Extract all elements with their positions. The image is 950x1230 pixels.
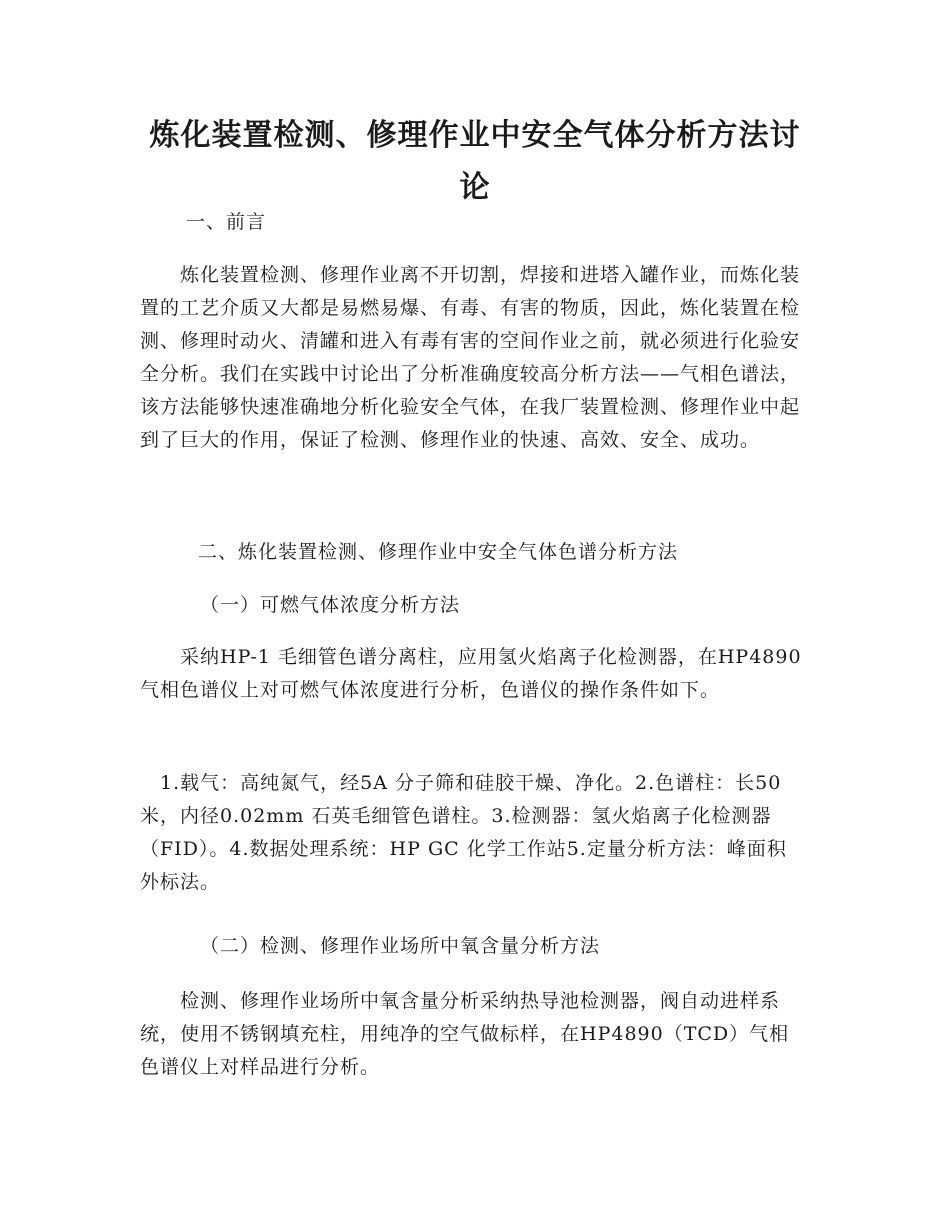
section-heading-methods: 二、炼化装置检测、修理作业中安全气体色谱分析方法 — [198, 541, 679, 563]
subsection-heading-oxygen-content: （二）检测、修理作业场所中氧含量分析方法 — [200, 935, 601, 957]
preface-paragraph: 炼化装置检测、修理作业离不开切割，焊接和进塔入罐作业，而炼化装置的工艺介质又大都是易燃易爆、有毒、有害的物质，因此，炼化装置在检测、修理时动火、清罐和进入有毒有害的空间作业之前，就必须进行化验安全分析。我们在实践中讨论出了分析准确度较高分析方法——气相色谱法，该方法能够快速准确地分析化验安全气体，在我厂装置检测、修理作业中起到了巨大的作用，保证了检测、修理作业的快速、高效、安全、成功。 — [140, 264, 801, 451]
document-title: 炼化装置检测、修理作业中安全气体分析方法讨论 — [149, 118, 801, 205]
section-heading-preface: 一、前言 — [186, 211, 267, 233]
combustible-gas-paragraph: 采纳HP-1 毛细管色谱分离柱，应用氢火焰离子化检测器，在HP4890 气相色谱仪上对可燃气体浓度进行分析，色谱仪的操作条件如下。 — [140, 646, 802, 701]
operating-conditions-paragraph: 1.载气：高纯氮气，经5A 分子筛和硅胶干燥、净化。2.色谱柱：长50 米，内径0.02mm 石英毛细管色谱柱。3.检测器：氢火焰离子化检测器（FID）。4.数据处理系统：HP GC 化学工作站5.定量分析方法：峰面积外标法。 — [140, 772, 787, 893]
subsection-heading-combustible-gas: （一）可燃气体浓度分析方法 — [200, 594, 461, 616]
oxygen-content-paragraph: 检测、修理作业场所中氧含量分析采纳热导池检测器，阀自动进样系统，使用不锈钢填充柱，用纯净的空气做标样，在HP4890（TCD）气相色谱仪上对样品进行分析。 — [140, 990, 790, 1078]
